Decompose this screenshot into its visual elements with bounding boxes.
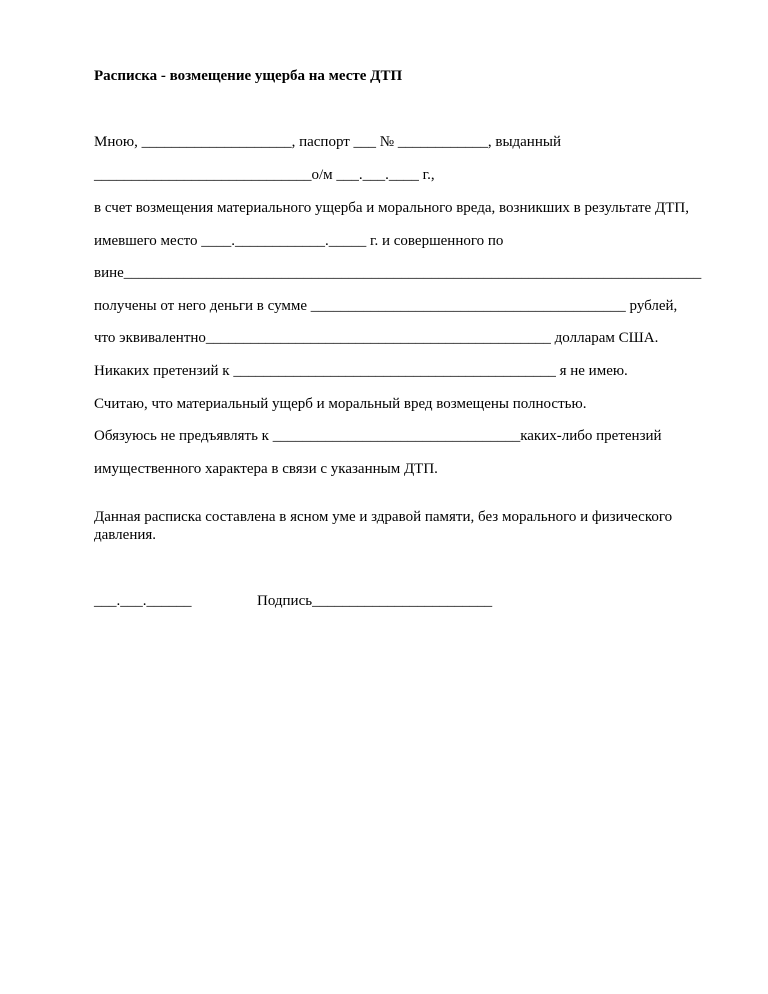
line-accident-date: имевшего место ____.____________._____ г. и совершенного по: [94, 233, 504, 249]
document-title: Расписка - возмещение ущерба на месте ДТП: [94, 68, 403, 84]
signature-line: Подпись________________________: [257, 593, 493, 609]
line-obligation: Обязуюсь не предъявлять к _________________________________каких-либо претензий: [94, 428, 662, 444]
line-fault: вине_____________________________________________________________________________: [94, 265, 702, 281]
line-compensation-basis: в счет возмещения материального ущерба и морального вреда, возникших в результате ДТП,: [94, 200, 689, 216]
line-issuer-passport: Мною, ____________________, паспорт ___ № ____________, выданный: [94, 134, 561, 150]
line-pressure: давления.: [94, 527, 157, 543]
line-amount-usd: что эквивалентно______________________________________________ долларам США.: [94, 330, 659, 346]
date-blank: ___.___.______: [94, 593, 192, 609]
line-amount-rubles: получены от него деньги в сумме __________________________________________ рублей,: [94, 298, 678, 314]
line-fully-compensated: Считаю, что материальный ущерб и моральный вред возмещены полностью.: [94, 396, 587, 412]
line-sound-mind: Данная расписка составлена в ясном уме и здравой памяти, без морального и физического: [94, 509, 673, 525]
line-issued-by: _____________________________о/м ___.___.____ г.,: [94, 167, 435, 183]
line-no-claims: Никаких претензий к ___________________________________________ я не имею.: [94, 363, 628, 379]
line-property-character: имущественного характера в связи с указанным ДТП.: [94, 461, 438, 477]
